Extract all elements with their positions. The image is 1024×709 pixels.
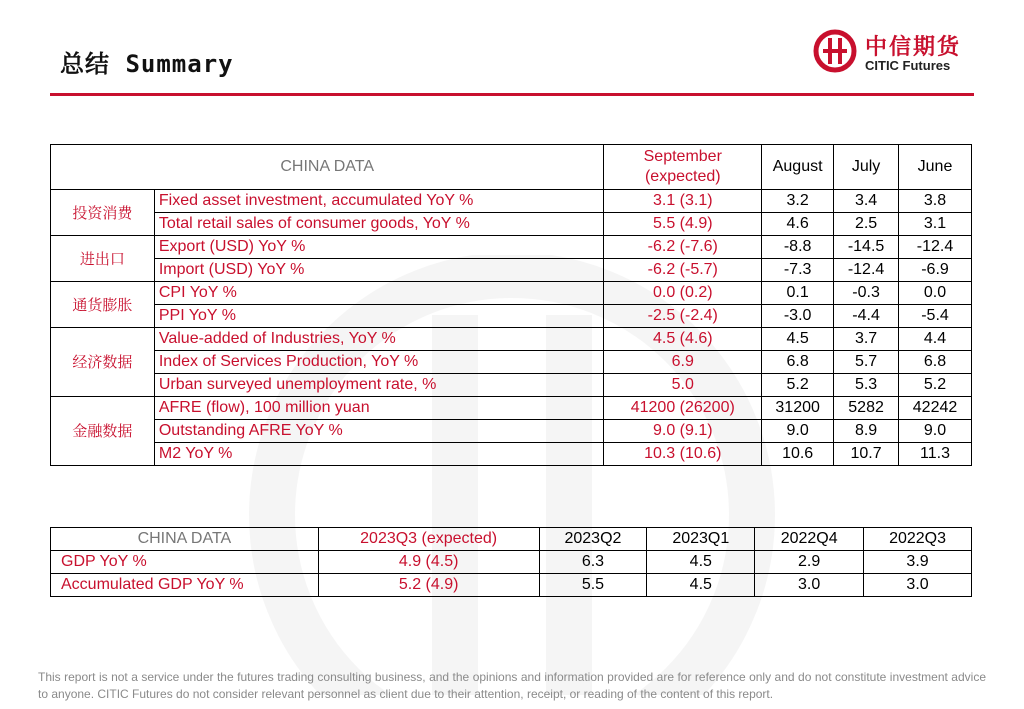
june-cell: 6.8	[899, 351, 972, 374]
header-2022q3: 2022Q3	[864, 528, 972, 551]
july-cell: -0.3	[834, 282, 899, 305]
group-label: 金融数据	[51, 397, 155, 466]
title-divider	[50, 93, 974, 96]
q1-cell: 5.5	[539, 574, 647, 597]
indicator-cell: PPI YoY %	[154, 305, 604, 328]
june-cell: 42242	[899, 397, 972, 420]
july-cell: 3.7	[834, 328, 899, 351]
table-row	[51, 374, 972, 397]
september-cell: 3.1 (3.1)	[604, 190, 762, 213]
table-row	[51, 551, 972, 574]
july-cell: 3.4	[834, 190, 899, 213]
july-cell: 5.3	[834, 374, 899, 397]
header-september: September (expected)	[604, 145, 762, 190]
september-cell: -2.5 (-2.4)	[604, 305, 762, 328]
table-row	[51, 443, 972, 466]
august-cell: 4.5	[762, 328, 834, 351]
header-august: August	[762, 145, 834, 190]
june-cell: 5.2	[899, 374, 972, 397]
august-cell: 4.6	[762, 213, 834, 236]
indicator-cell: Urban surveyed unemployment rate, %	[154, 374, 604, 397]
table-row	[51, 282, 972, 305]
q0-cell: 4.9 (4.5)	[318, 551, 539, 574]
q4-cell: 3.9	[864, 551, 972, 574]
august-cell: -3.0	[762, 305, 834, 328]
september-cell: 6.9	[604, 351, 762, 374]
logo-english-name: CITIC Futures	[865, 58, 951, 73]
indicator-cell: Export (USD) YoY %	[154, 236, 604, 259]
citic-emblem-icon	[813, 29, 857, 73]
table-row	[51, 328, 972, 351]
june-cell: 9.0	[899, 420, 972, 443]
q3-cell: 2.9	[755, 551, 864, 574]
august-cell: -8.8	[762, 236, 834, 259]
indicator-cell: CPI YoY %	[154, 282, 604, 305]
header-2023q1: 2023Q1	[647, 528, 755, 551]
q1-cell: 6.3	[539, 551, 647, 574]
header-2022q4: 2022Q4	[755, 528, 864, 551]
june-cell: -12.4	[899, 236, 972, 259]
table-row	[51, 213, 972, 236]
september-cell: 41200 (26200)	[604, 397, 762, 420]
table-header-row	[51, 528, 972, 551]
september-cell: -6.2 (-5.7)	[604, 259, 762, 282]
july-cell: -12.4	[834, 259, 899, 282]
august-cell: 6.8	[762, 351, 834, 374]
table-row	[51, 397, 972, 420]
disclaimer-text: This report is not a service under the futures trading consulting business, and the opinions and information provided are for reference only and do not constitute investment advice to anyone. CITIC Futures do not consider relevant personnel as client due to their attention, receipt, or reading of the content of this report.	[38, 670, 986, 701]
july-cell: -14.5	[834, 236, 899, 259]
table-row	[51, 574, 972, 597]
september-cell: 10.3 (10.6)	[604, 443, 762, 466]
table-row	[51, 190, 972, 213]
june-cell: 11.3	[899, 443, 972, 466]
august-cell: 31200	[762, 397, 834, 420]
june-cell: 0.0	[899, 282, 972, 305]
june-cell: 3.1	[899, 213, 972, 236]
september-cell: 0.0 (0.2)	[604, 282, 762, 305]
august-cell: 5.2	[762, 374, 834, 397]
july-cell: 5.7	[834, 351, 899, 374]
table-row	[51, 259, 972, 282]
indicator-cell: Total retail sales of consumer goods, YoY %	[154, 213, 604, 236]
q2-cell: 4.5	[647, 551, 755, 574]
header-china-data: CHINA DATA	[51, 145, 604, 190]
q3-cell: 3.0	[755, 574, 864, 597]
august-cell: 0.1	[762, 282, 834, 305]
indicator-cell: Import (USD) YoY %	[154, 259, 604, 282]
july-cell: 5282	[834, 397, 899, 420]
indicator-cell: GDP YoY %	[51, 551, 319, 574]
header-china-data: CHINA DATA	[51, 528, 319, 551]
group-label: 投资消费	[51, 190, 155, 236]
header-2023q2: 2023Q2	[539, 528, 647, 551]
q0-cell: 5.2 (4.9)	[318, 574, 539, 597]
group-label: 通货膨胀	[51, 282, 155, 328]
august-cell: 10.6	[762, 443, 834, 466]
july-cell: 10.7	[834, 443, 899, 466]
july-cell: 2.5	[834, 213, 899, 236]
table-header-row	[51, 145, 972, 190]
indicator-cell: M2 YoY %	[154, 443, 604, 466]
group-label: 经济数据	[51, 328, 155, 397]
june-cell: -6.9	[899, 259, 972, 282]
indicator-cell: Value-added of Industries, YoY %	[154, 328, 604, 351]
indicator-cell: Accumulated GDP YoY %	[51, 574, 319, 597]
monthly-data-table	[50, 144, 972, 466]
september-cell: 4.5 (4.6)	[604, 328, 762, 351]
indicator-cell: Outstanding AFRE YoY %	[154, 420, 604, 443]
table-row	[51, 236, 972, 259]
september-cell: 5.0	[604, 374, 762, 397]
logo-chinese-name: 中信期货	[865, 35, 962, 60]
table-row	[51, 351, 972, 374]
june-cell: 3.8	[899, 190, 972, 213]
gdp-data-table	[50, 527, 972, 597]
september-cell: 9.0 (9.1)	[604, 420, 762, 443]
september-cell: -6.2 (-7.6)	[604, 236, 762, 259]
header-june: June	[899, 145, 972, 190]
august-cell: 9.0	[762, 420, 834, 443]
table-row	[51, 305, 972, 328]
citic-futures-logo	[813, 29, 973, 77]
july-cell: -4.4	[834, 305, 899, 328]
indicator-cell: Index of Services Production, YoY %	[154, 351, 604, 374]
header-july: July	[834, 145, 899, 190]
q2-cell: 4.5	[647, 574, 755, 597]
indicator-cell: AFRE (flow), 100 million yuan	[154, 397, 604, 420]
table-row	[51, 420, 972, 443]
june-cell: 4.4	[899, 328, 972, 351]
june-cell: -5.4	[899, 305, 972, 328]
september-cell: 5.5 (4.9)	[604, 213, 762, 236]
august-cell: -7.3	[762, 259, 834, 282]
q4-cell: 3.0	[864, 574, 972, 597]
page-title: 总结 Summary	[60, 50, 234, 78]
header-2023q3: 2023Q3 (expected)	[318, 528, 539, 551]
group-label: 进出口	[51, 236, 155, 282]
july-cell: 8.9	[834, 420, 899, 443]
august-cell: 3.2	[762, 190, 834, 213]
indicator-cell: Fixed asset investment, accumulated YoY %	[154, 190, 604, 213]
